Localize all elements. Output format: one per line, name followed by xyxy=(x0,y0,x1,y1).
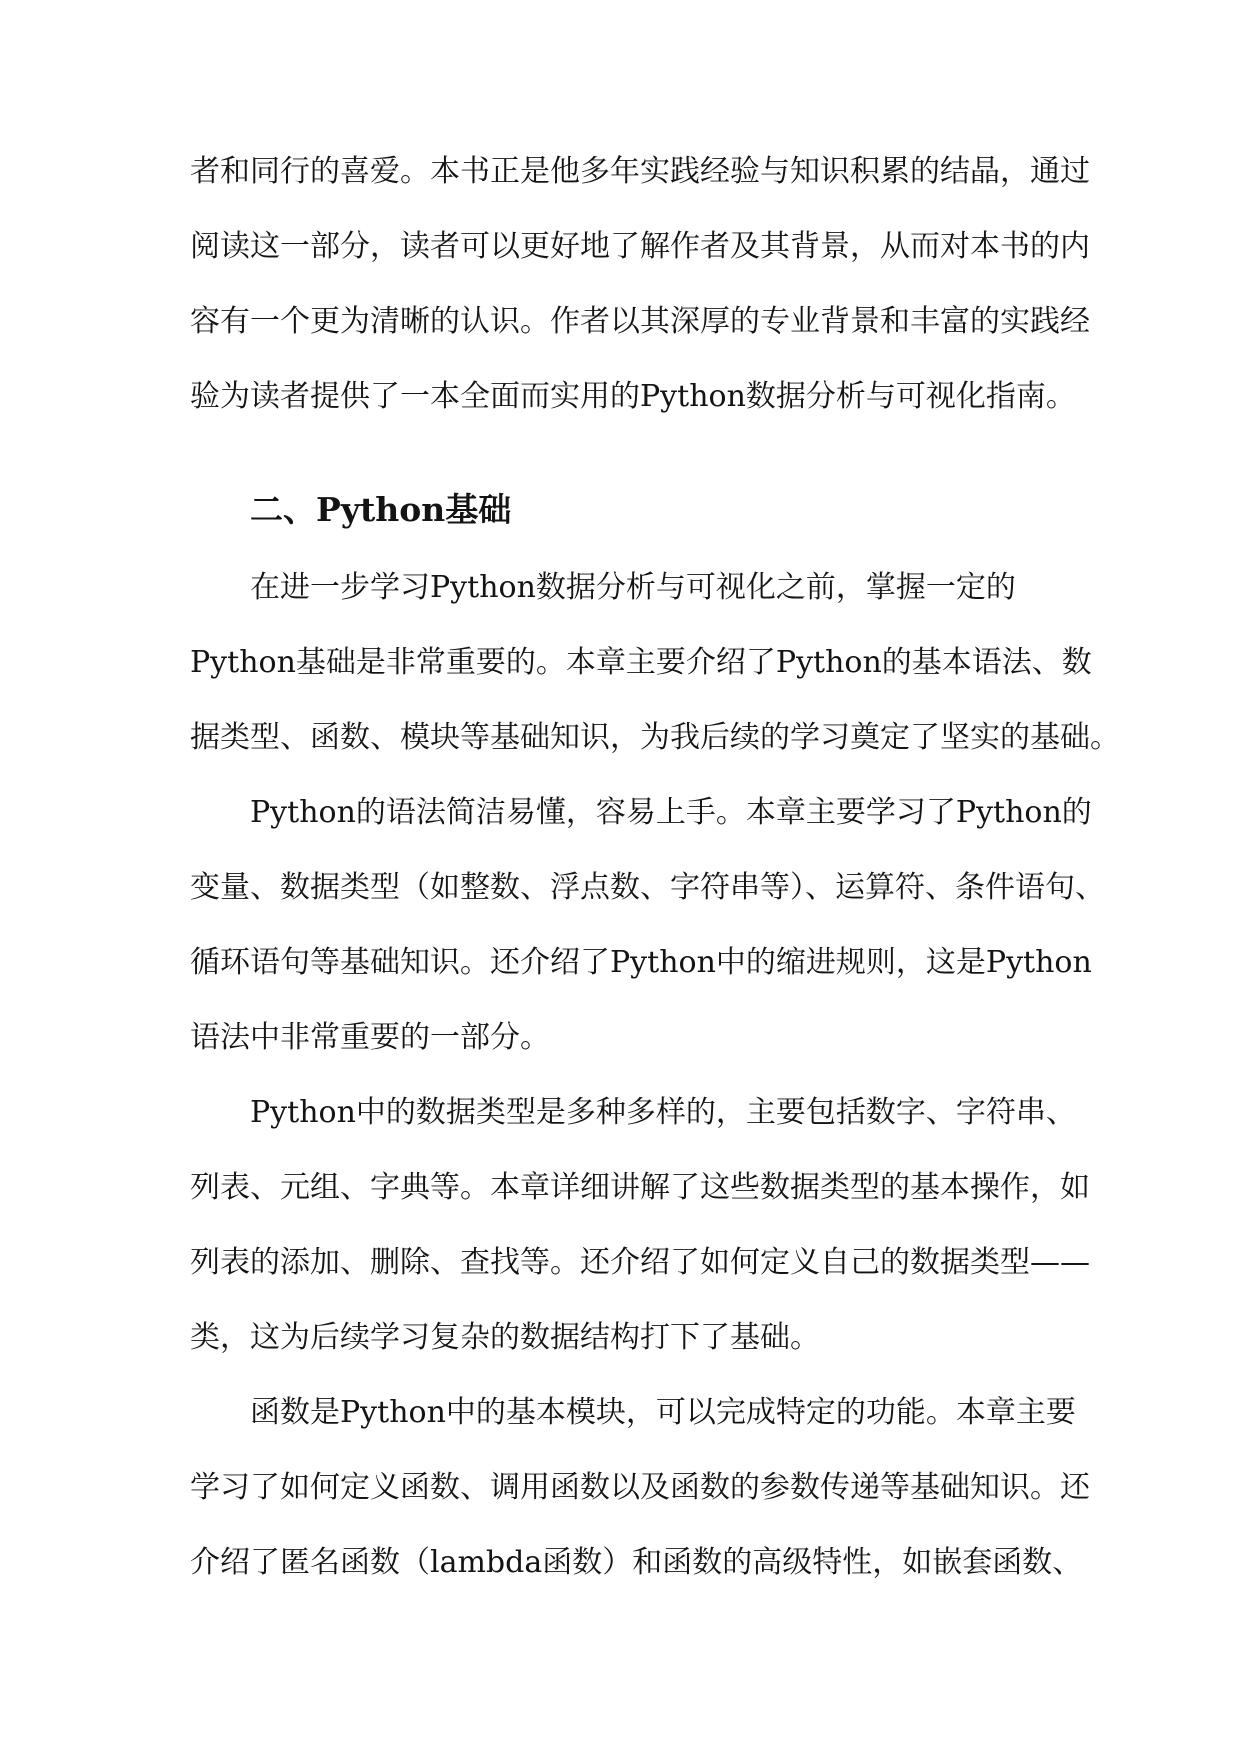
section-heading: 二、Python基础 xyxy=(250,490,512,529)
para3-line-3: 列表的添加、删除、查找等。还介绍了如何定义自己的数据类型—— xyxy=(190,1245,1090,1280)
para3-line-2: 列表、元组、字典等。本章详细讲解了这些数据类型的基本操作，如 xyxy=(190,1170,1090,1205)
intro-line-3: 容有一个更为清晰的认识。作者以其深厚的专业背景和丰富的实践经 xyxy=(190,304,1090,339)
para1-line-2: Python基础是非常重要的。本章主要介绍了Python的基本语法、数 xyxy=(190,645,1092,680)
para4-line-1: 函数是Python中的基本模块，可以完成特定的功能。本章主要 xyxy=(250,1395,1076,1430)
intro-line-1: 者和同行的喜爱。本书正是他多年实践经验与知识积累的结晶，通过 xyxy=(190,154,1090,189)
para2-line-3: 循环语句等基础知识。还介绍了Python中的缩进规则，这是Python xyxy=(190,945,1092,980)
para2-line-2: 变量、数据类型（如整数、浮点数、字符串等）、运算符、条件语句、 xyxy=(190,870,1105,905)
para1-line-3: 据类型、函数、模块等基础知识，为我后续的学习奠定了坚实的基础。 xyxy=(190,720,1120,755)
para4-line-2: 学习了如何定义函数、调用函数以及函数的参数传递等基础知识。还 xyxy=(190,1470,1090,1505)
intro-line-4: 验为读者提供了一本全面而实用的Python数据分析与可视化指南。 xyxy=(190,379,1076,414)
para3-line-4: 类，这为后续学习复杂的数据结构打下了基础。 xyxy=(190,1320,820,1355)
para2-line-4: 语法中非常重要的一部分。 xyxy=(190,1020,550,1055)
intro-line-2: 阅读这一部分，读者可以更好地了解作者及其背景，从而对本书的内 xyxy=(190,229,1090,264)
para2-line-1: Python的语法简洁易懂，容易上手。本章主要学习了Python的 xyxy=(250,795,1092,830)
para4-line-3: 介绍了匿名函数（lambda函数）和函数的高级特性，如嵌套函数、 xyxy=(190,1545,1083,1580)
para1-line-1: 在进一步学习Python数据分析与可视化之前，掌握一定的 xyxy=(250,570,1016,605)
para3-line-1: Python中的数据类型是多种多样的，主要包括数字、字符串、 xyxy=(250,1095,1076,1130)
